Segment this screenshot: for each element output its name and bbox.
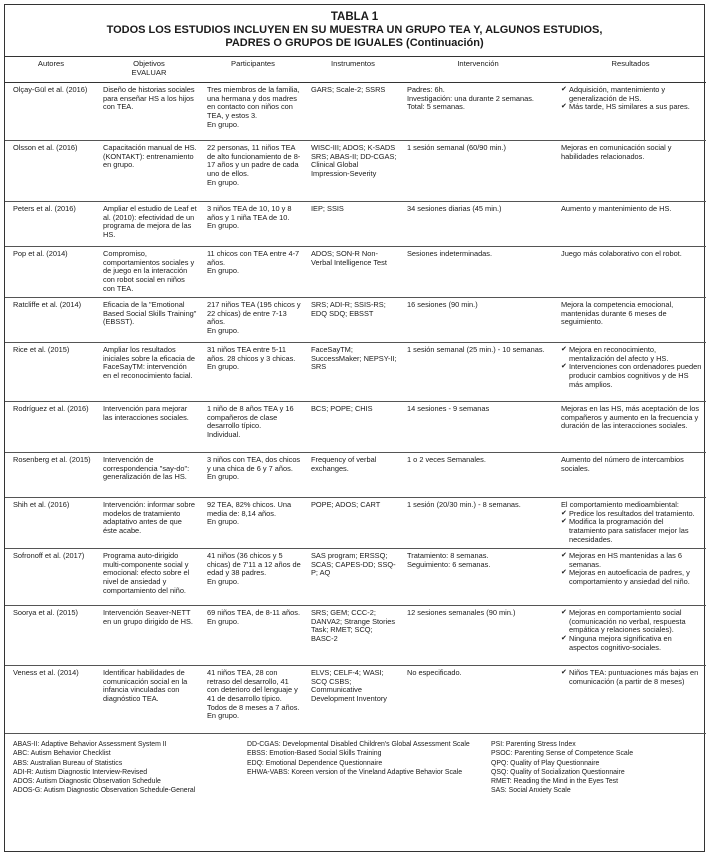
cell-objective: Ampliar el estudio de Leaf et al. (2010): efectividad de un programa de mejora de las HS. — [97, 202, 201, 247]
table-row — [5, 247, 706, 298]
cell-results — [555, 141, 706, 202]
cell-participants — [201, 141, 305, 202]
participants-text: 11 chicos con TEA entre 4-7 años. — [207, 249, 300, 267]
results-item-text: Intervenciones con ordenadores pueden producir cambios cognitivos y de HS más amplios. — [569, 362, 702, 389]
cell-author: Pop et al. (2014) — [5, 247, 97, 298]
intervention-line: 12 sesiones semanales (90 min.) — [407, 608, 516, 618]
cell-results — [555, 606, 706, 666]
check-icon: ✔ — [561, 86, 567, 94]
cell-author: Soorya et al. (2015) — [5, 606, 97, 666]
results-item — [561, 669, 702, 686]
cell-results — [555, 402, 706, 453]
results-item — [561, 103, 702, 112]
header-participants: Participantes — [201, 57, 305, 83]
table-row — [5, 298, 706, 343]
results-text: Mejoras en comunicación social y habilidades relacionados. — [561, 143, 672, 161]
header-objectives — [97, 57, 201, 83]
abbreviation-entry: RMET: Reading the Mind in the Eyes Test — [491, 777, 619, 785]
participants-text: Tres miembros de la familia, una hermana y dos madres en contacto con niños con TEA, y estos 3. — [207, 85, 300, 120]
intervention-line: Sesiones indeterminadas. — [407, 249, 493, 259]
cell-author: Olsson et al. (2016) — [5, 141, 97, 202]
cell-author: Rodríguez et al. (2016) — [5, 402, 97, 453]
results-item-text: Más tarde, HS similares a sus pares. — [569, 102, 690, 112]
check-icon: ✔ — [561, 552, 567, 560]
results-list — [561, 346, 702, 389]
table-page — [4, 4, 705, 852]
results-text: Juego más colaborativo con el robot. — [561, 249, 682, 259]
table-row — [5, 606, 706, 666]
results-text: El comportamiento medioambiental: — [561, 500, 679, 510]
participants-text: 31 niños TEA entre 5-11 años. 28 chicos y 3 chicas. — [207, 345, 296, 363]
table-row — [5, 666, 706, 734]
participants-format: Individual. — [207, 429, 241, 439]
abbreviation-entry: EBSS: Emotion-Based Social Skills Training — [247, 750, 382, 758]
table-row — [5, 549, 706, 606]
results-item-text: Mejoras en autoeficacia de padres, y comportamiento y ansiedad del niño. — [569, 568, 690, 586]
results-list — [561, 552, 702, 586]
table-body — [5, 83, 706, 734]
cell-instruments: IEP; SSIS — [305, 202, 401, 247]
results-item — [561, 518, 702, 544]
cell-author: Rosenberg et al. (2015) — [5, 453, 97, 498]
cell-intervention — [401, 83, 555, 141]
results-text: Aumento y mantenimiento de HS. — [561, 204, 672, 214]
cell-participants — [201, 298, 305, 343]
table-title-line-2 — [5, 37, 704, 50]
table-row — [5, 202, 706, 247]
abbreviation-entry: QPQ: Quality of Play Questionnaire — [491, 759, 600, 767]
cell-participants — [201, 202, 305, 247]
cell-participants — [201, 453, 305, 498]
table-title-line-2-text: PADRES O GRUPOS DE IGUALES — [225, 36, 403, 49]
check-icon: ✔ — [561, 509, 567, 517]
cell-results — [555, 549, 706, 606]
header-objectives-line-1: Objetivos — [133, 59, 165, 68]
cell-objective: Ampliar los resultados iniciales sobre la eficacia de FaceSayTM: intervención en el reconocimiento facial. — [97, 343, 201, 402]
abbreviation-entry: PSOC: Parenting Sense of Competence Scale — [491, 750, 634, 758]
cell-results — [555, 453, 706, 498]
results-text: Mejoras en las HS, más aceptación de los compañeros y aumento en la frecuencia y duración de las interacciones sociales. — [561, 404, 700, 431]
cell-author: Olçay-Gül et al. (2016) — [5, 83, 97, 141]
cell-participants — [201, 606, 305, 666]
intervention-line: Total: 5 semanas. — [407, 102, 465, 112]
footnotes-column-2 — [247, 740, 491, 795]
cell-objective: Identificar habilidades de comunicación social en la infancia vinculadas con diagnóstico TEA. — [97, 666, 201, 734]
check-icon: ✔ — [561, 346, 567, 354]
check-icon: ✔ — [561, 103, 567, 111]
cell-objective: Intervención Seaver-NETT en un grupo dirigido de HS. — [97, 606, 201, 666]
participants-text: 3 niños TEA de 10, 10 y 8 años y 1 niña TEA de 10. — [207, 204, 292, 222]
results-item — [561, 569, 702, 586]
participants-text: 92 TEA, 82% chicos. Una media de: 8,14 años. — [207, 500, 292, 518]
intervention-line: 1 o 2 veces Semanales. — [407, 455, 486, 465]
abbreviation-entry: ABAS-II: Adaptive Behavior Assessment System II — [13, 741, 167, 749]
results-item-text: Mejora en reconocimiento, mentalización del afecto y HS. — [569, 345, 669, 363]
cell-instruments: SRS; ADI-R; SSIS-RS; EDQ SDQ; EBSST — [305, 298, 401, 343]
cell-objective: Intervención para mejorar las interacciones sociales. — [97, 402, 201, 453]
table-row — [5, 141, 706, 202]
abbreviations-footer — [5, 734, 704, 795]
table-title-block — [5, 5, 704, 57]
participants-text: 22 personas, 11 niños TEA de alto funcionamiento de 8-17 años y un padre de cada uno de ellos. — [207, 143, 301, 178]
footnotes-column-3 — [491, 740, 696, 795]
results-item — [561, 635, 702, 652]
participants-format: En grupo. — [207, 362, 240, 372]
cell-participants — [201, 549, 305, 606]
table-row — [5, 402, 706, 453]
abbreviation-entry: ADOS: Autism Diagnostic Observation Schedule — [13, 777, 161, 785]
cell-objective: Diseño de historias sociales para enseñar HS a los hijos con TEA. — [97, 83, 201, 141]
header-instruments: Instrumentos — [305, 57, 401, 83]
cell-instruments: ADOS; SON-R Non-Verbal Intelligence Test — [305, 247, 401, 298]
participants-format: En grupo. — [207, 266, 240, 276]
intervention-line: Investigación: una durante 2 semanas. — [407, 93, 534, 103]
intervention-line: Tratamiento: 8 semanas. — [407, 551, 489, 561]
cell-author: Rice et al. (2015) — [5, 343, 97, 402]
participants-format: En grupo. — [207, 119, 240, 129]
abbreviation-entry: ADI-R: Autism Diagnostic Interview-Revised — [13, 768, 148, 776]
intervention-line: 1 sesión semanal (25 min.) - 10 semanas. — [407, 345, 545, 355]
check-icon: ✔ — [561, 634, 567, 642]
cell-results — [555, 666, 706, 734]
cell-results — [555, 498, 706, 549]
cell-results — [555, 343, 706, 402]
cell-objective: Compromiso, comportamientos sociales y de juego en la interacción con robot social en niños con TEA. — [97, 247, 201, 298]
cell-instruments: BCS; POPE; CHIS — [305, 402, 401, 453]
cell-instruments: GARS; Scale-2; SSRS — [305, 83, 401, 141]
header-results: Resultados — [555, 57, 706, 83]
participants-format: En grupo. — [207, 177, 240, 187]
abbreviation-entry: SAS: Social Anxiety Scale — [491, 787, 571, 795]
intervention-line: 34 sesiones diarias (45 min.) — [407, 204, 502, 214]
check-icon: ✔ — [561, 363, 567, 371]
cell-intervention — [401, 298, 555, 343]
participants-format: En grupo. — [207, 616, 240, 626]
abbreviation-entry: EDQ: Emotional Dependence Questionnaire — [247, 759, 383, 767]
intervention-line: 14 sesiones - 9 semanas — [407, 404, 490, 414]
check-icon: ✔ — [561, 569, 567, 577]
participants-format: En grupo. — [207, 325, 240, 335]
results-item — [561, 609, 702, 635]
cell-intervention — [401, 498, 555, 549]
results-item-text: Niños TEA: puntuaciones más bajas en comunicación (a partir de 8 meses) — [569, 668, 699, 686]
cell-instruments: Frequency of verbal exchanges. — [305, 453, 401, 498]
table-row — [5, 498, 706, 549]
results-list — [561, 609, 702, 652]
results-item-text: Predice los resultados del tratamiento. — [569, 508, 695, 518]
results-item-text: Adquisición, mantenimiento y generalización de HS. — [569, 85, 666, 103]
results-text: Mejora la competencia emocional, mantenidas durante 6 meses de seguimiento. — [561, 300, 674, 327]
intervention-line: Seguimiento: 6 semanas. — [407, 559, 491, 569]
table-title-continuation: (Continuación) — [406, 36, 484, 49]
cell-author: Shih et al. (2016) — [5, 498, 97, 549]
participants-format: En grupo. — [207, 221, 240, 231]
check-icon: ✔ — [561, 518, 567, 526]
cell-objective: Capacitación manual de HS. (KONTAKT): entrenamiento en grupo. — [97, 141, 201, 202]
cell-participants — [201, 402, 305, 453]
results-list — [561, 669, 702, 686]
cell-intervention — [401, 141, 555, 202]
header-objectives-line-2: EVALUAR — [131, 67, 167, 77]
intervention-line: Padres: 6h. — [407, 85, 445, 95]
cell-participants — [201, 498, 305, 549]
cell-results — [555, 298, 706, 343]
abbreviation-entry: DD-CGAS: Developmental Disabled Children's Global Assessment Scale — [247, 741, 470, 749]
table-row — [5, 343, 706, 402]
cell-objective: Intervención: informar sobre modelos de tratamiento adaptativo antes de que éste acabe. — [97, 498, 201, 549]
results-item — [561, 552, 702, 569]
abbreviation-entry: ABS: Australian Bureau of Statistics — [13, 759, 123, 767]
abbreviation-entry: PSI: Parenting Stress Index — [491, 741, 576, 749]
cell-intervention — [401, 549, 555, 606]
studies-table — [5, 57, 706, 734]
participants-format: En grupo. — [207, 517, 240, 527]
intervention-line: 16 sesiones (90 min.) — [407, 300, 478, 310]
cell-intervention — [401, 606, 555, 666]
table-header-row — [5, 57, 706, 83]
header-authors: Autores — [5, 57, 97, 83]
results-item — [561, 346, 702, 363]
cell-results — [555, 247, 706, 298]
cell-objective: Eficacia de la "Emotional Based Social Skills Training" (EBSST). — [97, 298, 201, 343]
cell-participants — [201, 343, 305, 402]
participants-text: 3 niños con TEA, dos chicos y una chica de 6 y 7 años. — [207, 455, 301, 473]
check-icon: ✔ — [561, 669, 567, 677]
cell-participants — [201, 83, 305, 141]
cell-instruments: SRS; GEM; CCC-2; DANVA2; Strange Stories Task; RMET; SCQ; BASC-2 — [305, 606, 401, 666]
cell-author: Veness et al. (2014) — [5, 666, 97, 734]
participants-text: 41 niños TEA, 28 con retraso del desarrollo, 41 con deterioro del lenguaje y 41 de desarrollo típico. Todos de 8 meses a 7 años. — [207, 668, 300, 712]
results-list — [561, 510, 702, 544]
participants-format: En grupo. — [207, 711, 240, 721]
intervention-line: 1 sesión (20/30 min.) - 8 semanas. — [407, 500, 521, 510]
intervention-line: No especificado. — [407, 668, 462, 678]
participants-text: 69 niños TEA, de 8-11 años. — [207, 608, 300, 618]
participants-text: 1 niño de 8 años TEA y 16 compañeros de clase desarrollo típico. — [207, 404, 294, 431]
cell-instruments: POPE; ADOS; CART — [305, 498, 401, 549]
results-list — [561, 86, 702, 112]
cell-instruments: FaceSayTM; SuccessMaker; NEPSY-II; SRS — [305, 343, 401, 402]
results-item — [561, 363, 702, 389]
participants-text: 217 niños TEA (195 chicos y 22 chicas) de entre 7-13 años. — [207, 300, 301, 327]
participants-format: En grupo. — [207, 472, 240, 482]
participants-format: En grupo. — [207, 576, 240, 586]
cell-results — [555, 202, 706, 247]
cell-results — [555, 83, 706, 141]
cell-instruments: SAS program; ERSSQ; SCAS; CAPES-DD; SSQ-P; AQ — [305, 549, 401, 606]
cell-author: Sofronoff et al. (2017) — [5, 549, 97, 606]
cell-participants — [201, 247, 305, 298]
results-item-text: Ninguna mejora significativa en aspectos cognitivo-sociales. — [569, 633, 672, 652]
results-item-text: Modifica la programación del tratamiento para satisfacer mejor las necesidades. — [569, 517, 689, 544]
cell-author: Ratcliffe et al. (2014) — [5, 298, 97, 343]
results-text: Aumento del número de intercambios sociales. — [561, 455, 684, 473]
cell-intervention — [401, 202, 555, 247]
table-label: TABLA 1 — [330, 11, 379, 23]
cell-instruments: WISC-III; ADOS; K-SADS SRS; ABAS-II; DD-CGAS; Clinical Global Impression-Severity — [305, 141, 401, 202]
cell-intervention — [401, 453, 555, 498]
results-item-text: Mejoras en comportamiento social (comunicación no verbal, respuesta empática y relaciones sociales). — [569, 608, 686, 635]
abbreviation-entry: ADOS-G: Autism Diagnostic Observation Schedule-General — [13, 787, 196, 795]
table-row — [5, 453, 706, 498]
abbreviation-entry: EHWA-VABS: Koreen version of the Vineland Adaptive Behavior Scale — [247, 768, 463, 776]
intervention-line: 1 sesión semanal (60/90 min.) — [407, 143, 507, 153]
cell-intervention — [401, 666, 555, 734]
cell-instruments: ELVS; CELF-4; WASI; SCQ CSBS; Communicative Development Inventory — [305, 666, 401, 734]
table-row — [5, 83, 706, 141]
footnotes-column-1 — [13, 740, 247, 795]
results-item-text: Mejoras en HS mantenidas a las 6 semanas. — [569, 551, 682, 569]
cell-participants — [201, 666, 305, 734]
check-icon: ✔ — [561, 609, 567, 617]
participants-text: 41 niños (36 chicos y 5 chicas) de 7'11 a 12 años de edad y 38 padres. — [207, 551, 301, 578]
abbreviation-entry: ABC: Autism Behavior Checklist — [13, 750, 111, 758]
cell-intervention — [401, 247, 555, 298]
cell-author: Peters et al. (2016) — [5, 202, 97, 247]
cell-intervention — [401, 402, 555, 453]
results-item — [561, 86, 702, 103]
cell-objective: Programa auto-dirigido multi-componente social y emocional: efecto sobre el nivel de ansiedad y comportamiento del niño. — [97, 549, 201, 606]
cell-objective: Intervención de correspondencia "say-do": generalización de las HS. — [97, 453, 201, 498]
header-intervention: Intervención — [401, 57, 555, 83]
cell-intervention — [401, 343, 555, 402]
table-title-line-1: TODOS LOS ESTUDIOS INCLUYEN EN SU MUESTRA UN GRUPO TEA Y, ALGUNOS ESTUDIOS, — [106, 24, 603, 36]
abbreviation-entry: QSQ: Quality of Socialization Questionnaire — [491, 768, 625, 776]
